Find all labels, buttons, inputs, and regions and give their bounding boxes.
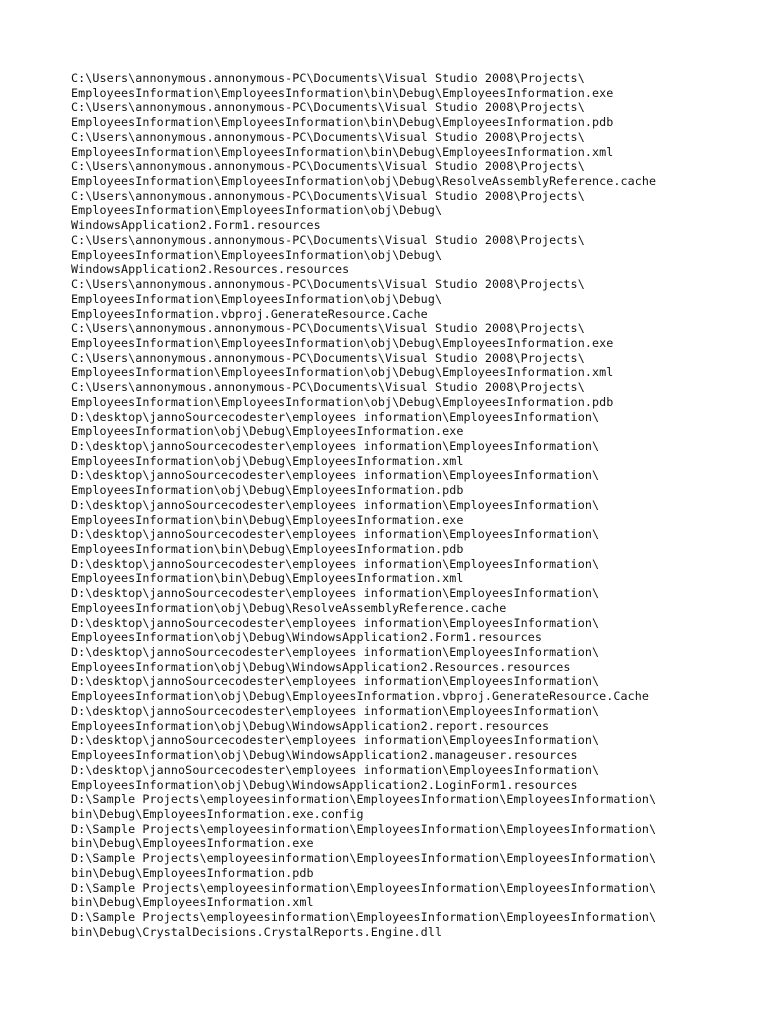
path-line: C:\Users\annonymous.annonymous-PC\Documents\Visual Studio 2008\Projects\	[71, 277, 585, 292]
path-line: EmployeesInformation\obj\Debug\EmployeesInformation.exe	[71, 424, 464, 439]
path-line: EmployeesInformation\EmployeesInformation\obj\Debug\ResolveAssemblyReference.cache	[71, 174, 657, 189]
path-line: EmployeesInformation\bin\Debug\EmployeesInformation.xml	[71, 571, 464, 586]
path-line: EmployeesInformation\EmployeesInformation\obj\Debug\EmployeesInformation.xml	[71, 365, 614, 380]
path-line: D:\Sample Projects\employeesinformation\EmployeesInformation\EmployeesInformation\	[71, 821, 657, 836]
path-line: D:\desktop\jannoSourcecodester\employees information\EmployeesInformation\	[71, 733, 600, 748]
path-line: EmployeesInformation\obj\Debug\EmployeesInformation.pdb	[71, 483, 464, 498]
path-line: EmployeesInformation\EmployeesInformation\bin\Debug\EmployeesInformation.pdb	[71, 115, 614, 130]
path-line: WindowsApplication2.Form1.resources	[71, 218, 321, 233]
path-line: EmployeesInformation\obj\Debug\WindowsApplication2.report.resources	[71, 718, 550, 733]
path-line: D:\Sample Projects\employeesinformation\EmployeesInformation\EmployeesInformation\	[71, 880, 657, 895]
path-line: C:\Users\annonymous.annonymous-PC\Documents\Visual Studio 2008\Projects\	[71, 188, 585, 203]
path-line: C:\Users\annonymous.annonymous-PC\Documents\Visual Studio 2008\Projects\	[71, 350, 585, 365]
path-line: C:\Users\annonymous.annonymous-PC\Documents\Visual Studio 2008\Projects\	[71, 380, 585, 395]
path-line: D:\desktop\jannoSourcecodester\employees information\EmployeesInformation\	[71, 645, 600, 660]
path-line: C:\Users\annonymous.annonymous-PC\Documents\Visual Studio 2008\Projects\	[71, 159, 585, 174]
path-line: EmployeesInformation\bin\Debug\EmployeesInformation.pdb	[71, 542, 464, 556]
path-line: EmployeesInformation\obj\Debug\WindowsApplication2.LoginForm1.resources	[71, 777, 578, 792]
path-line: EmployeesInformation\obj\Debug\WindowsApplication2.Form1.resources	[71, 630, 543, 645]
path-line: bin\Debug\EmployeesInformation.exe.config	[71, 806, 364, 821]
path-line: D:\desktop\jannoSourcecodester\employees information\EmployeesInformation\	[71, 497, 600, 512]
path-line: EmployeesInformation\EmployeesInformation\obj\Debug\	[71, 291, 443, 306]
path-line: D:\Sample Projects\employeesinformation\EmployeesInformation\EmployeesInformation\	[71, 909, 657, 924]
path-line: bin\Debug\CrystalDecisions.CrystalReports.Engine.dll	[71, 924, 443, 939]
path-line: C:\Users\annonymous.annonymous-PC\Documents\Visual Studio 2008\Projects\	[71, 100, 585, 115]
path-line: D:\desktop\jannoSourcecodester\employees information\EmployeesInformation\	[71, 468, 600, 483]
path-line: C:\Users\annonymous.annonymous-PC\Documents\Visual Studio 2008\Projects\	[71, 232, 585, 247]
path-line: D:\desktop\jannoSourcecodester\employees information\EmployeesInformation\	[71, 556, 600, 571]
path-line: C:\Users\annonymous.annonymous-PC\Documents\Visual Studio 2008\Projects\	[71, 71, 585, 85]
path-line: EmployeesInformation\EmployeesInformation\obj\Debug\	[71, 203, 443, 218]
path-line: EmployeesInformation\obj\Debug\EmployeesInformation.vbproj.GenerateResource.Cache	[71, 689, 650, 704]
path-line: EmployeesInformation\obj\Debug\WindowsApplication2.manageuser.resources	[71, 748, 578, 763]
path-line: EmployeesInformation\obj\Debug\EmployeesInformation.xml	[71, 453, 464, 468]
path-line: D:\desktop\jannoSourcecodester\employees information\EmployeesInformation\	[71, 615, 600, 630]
path-line: EmployeesInformation\bin\Debug\EmployeesInformation.exe	[71, 512, 464, 527]
path-line: EmployeesInformation.vbproj.GenerateResource.Cache	[71, 306, 428, 321]
path-line: D:\desktop\jannoSourcecodester\employees information\EmployeesInformation\	[71, 674, 600, 689]
path-line: EmployeesInformation\obj\Debug\WindowsApplication2.Resources.resources	[71, 659, 571, 674]
path-line: bin\Debug\EmployeesInformation.pdb	[71, 865, 314, 880]
path-line: EmployeesInformation\EmployeesInformation\bin\Debug\EmployeesInformation.exe	[71, 85, 614, 100]
path-line: EmployeesInformation\EmployeesInformation\obj\Debug\EmployeesInformation.exe	[71, 335, 614, 350]
path-line: D:\desktop\jannoSourcecodester\employees information\EmployeesInformation\	[71, 703, 600, 718]
path-line: bin\Debug\EmployeesInformation.exe	[71, 836, 314, 851]
file-path-listing	[71, 71, 731, 939]
path-line: EmployeesInformation\EmployeesInformation\bin\Debug\EmployeesInformation.xml	[71, 144, 614, 159]
path-line: WindowsApplication2.Resources.resources	[71, 262, 350, 277]
path-line: bin\Debug\EmployeesInformation.xml	[71, 895, 314, 910]
path-line: D:\desktop\jannoSourcecodester\employees information\EmployeesInformation\	[71, 586, 600, 601]
path-line: C:\Users\annonymous.annonymous-PC\Documents\Visual Studio 2008\Projects\	[71, 321, 585, 336]
path-line: C:\Users\annonymous.annonymous-PC\Documents\Visual Studio 2008\Projects\	[71, 129, 585, 144]
path-line: D:\desktop\jannoSourcecodester\employees information\EmployeesInformation\	[71, 409, 600, 424]
path-line: EmployeesInformation\obj\Debug\ResolveAssemblyReference.cache	[71, 600, 507, 615]
path-line: D:\desktop\jannoSourcecodester\employees information\EmployeesInformation\	[71, 527, 600, 542]
path-line: D:\Sample Projects\employeesinformation\EmployeesInformation\EmployeesInformation\	[71, 851, 657, 866]
path-line: D:\desktop\jannoSourcecodester\employees information\EmployeesInformation\	[71, 438, 600, 453]
path-line: D:\Sample Projects\employeesinformation\EmployeesInformation\EmployeesInformation\	[71, 792, 657, 807]
path-line: D:\desktop\jannoSourcecodester\employees information\EmployeesInformation\	[71, 762, 600, 777]
path-line: EmployeesInformation\EmployeesInformation\obj\Debug\EmployeesInformation.pdb	[71, 394, 614, 409]
path-line: EmployeesInformation\EmployeesInformation\obj\Debug\	[71, 247, 443, 262]
